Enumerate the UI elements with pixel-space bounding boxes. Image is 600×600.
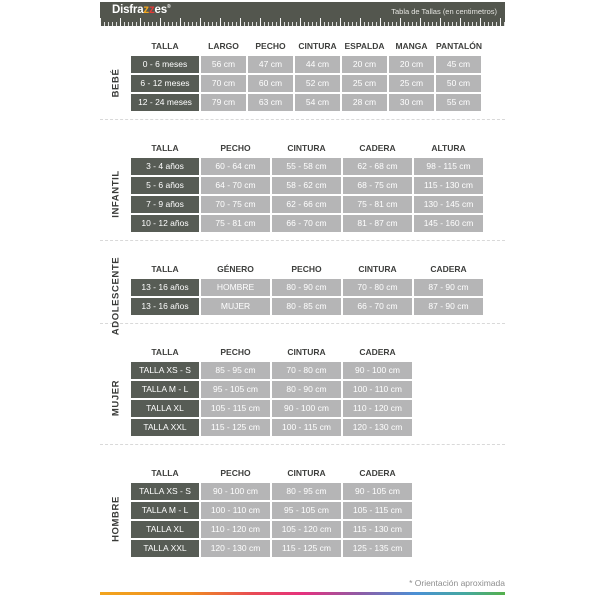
measure-cell: 80 - 85 cm <box>272 298 341 315</box>
measure-cell: 95 - 105 cm <box>272 502 341 519</box>
table-row <box>131 419 412 436</box>
measure-cell: 55 - 58 cm <box>272 158 341 175</box>
group-label-bebe: BEBÉ <box>110 68 121 97</box>
column-header: PECHO <box>255 41 286 51</box>
table-hombre <box>131 467 412 557</box>
table-bebe <box>131 40 481 111</box>
measure-cell: 60 cm <box>248 75 293 92</box>
measure-cell: 105 - 115 cm <box>201 400 270 417</box>
table-row <box>131 94 481 111</box>
column-header: PECHO <box>220 347 251 357</box>
measure-cell: 58 - 62 cm <box>272 177 341 194</box>
column-header: CINTURA <box>287 143 326 153</box>
column-header: PANTALÓN <box>436 41 482 51</box>
measure-cell: 110 - 120 cm <box>343 400 412 417</box>
measure-cell: 120 - 130 cm <box>201 540 270 557</box>
measure-cell: 50 cm <box>436 75 481 92</box>
table-row <box>131 215 483 232</box>
group-label-adolescente: ADOLESCENTE <box>110 256 121 336</box>
measure-cell: 115 - 125 cm <box>272 540 341 557</box>
header-bar <box>100 2 505 26</box>
size-cell: TALLA XL <box>131 521 199 538</box>
size-cell: 5 - 6 años <box>131 177 199 194</box>
measure-cell: 81 - 87 cm <box>343 215 412 232</box>
table-row <box>131 158 483 175</box>
table-row <box>131 177 483 194</box>
column-header: TALLA <box>151 264 179 274</box>
measure-cell: 66 - 70 cm <box>343 298 412 315</box>
size-cell: TALLA M - L <box>131 381 199 398</box>
column-header: CINTURA <box>298 41 337 51</box>
size-table-adolescente <box>100 256 505 336</box>
column-header: CADERA <box>359 468 396 478</box>
measure-cell: 70 cm <box>201 75 246 92</box>
size-table-mujer <box>100 346 505 436</box>
table-row <box>131 56 481 73</box>
measure-cell: 98 - 115 cm <box>414 158 483 175</box>
measure-cell: 54 cm <box>295 94 340 111</box>
group-label-infantil: INFANTIL <box>110 170 121 218</box>
section-divider <box>100 444 505 445</box>
measure-cell: 100 - 110 cm <box>343 381 412 398</box>
measure-cell: 44 cm <box>295 56 340 73</box>
size-table-hombre <box>100 467 505 557</box>
measure-cell: 115 - 130 cm <box>343 521 412 538</box>
measure-cell: 30 cm <box>389 94 434 111</box>
table-row <box>131 483 412 500</box>
measure-cell: 70 - 80 cm <box>343 279 412 296</box>
size-cell: TALLA XXL <box>131 540 199 557</box>
measure-cell: 105 - 115 cm <box>343 502 412 519</box>
size-cell: TALLA XS - S <box>131 483 199 500</box>
table-row <box>131 362 412 379</box>
column-header: ALTURA <box>431 143 466 153</box>
column-header: MANGA <box>395 41 428 51</box>
measure-cell: 20 cm <box>389 56 434 73</box>
logo-prefix: Disfra <box>112 4 144 16</box>
column-header: GÉNERO <box>217 264 254 274</box>
measure-cell: 63 cm <box>248 94 293 111</box>
measure-cell: 105 - 120 cm <box>272 521 341 538</box>
logo-z2: z <box>148 4 155 16</box>
measure-cell: 90 - 100 cm <box>272 400 341 417</box>
measure-cell: 115 - 125 cm <box>201 419 270 436</box>
table-header-row <box>131 467 412 480</box>
measure-cell: 47 cm <box>248 56 293 73</box>
measure-cell: MUJER <box>201 298 270 315</box>
table-header-row <box>131 40 481 53</box>
table-row <box>131 400 412 417</box>
table-row <box>131 381 412 398</box>
ruler-ticks-icon <box>100 18 505 26</box>
column-header: TALLA <box>151 143 179 153</box>
logo-suffix: es <box>154 4 167 16</box>
measure-cell: 66 - 70 cm <box>272 215 341 232</box>
section-divider <box>100 323 505 324</box>
table-row <box>131 540 412 557</box>
group-label-hombre: HOMBRE <box>110 496 121 542</box>
column-header: CADERA <box>430 264 467 274</box>
measure-cell: 75 - 81 cm <box>201 215 270 232</box>
footer-note: * Orientación aproximada <box>409 578 505 588</box>
size-cell: 0 - 6 meses <box>131 56 199 73</box>
measure-cell: 90 - 100 cm <box>343 362 412 379</box>
size-cell: TALLA XXL <box>131 419 199 436</box>
column-header: PECHO <box>220 468 251 478</box>
table-header-row <box>131 263 483 276</box>
table-row <box>131 521 412 538</box>
column-header: TALLA <box>151 41 179 51</box>
size-cell: 13 - 16 años <box>131 279 199 296</box>
measure-cell: 25 cm <box>342 75 387 92</box>
measure-cell: 130 - 145 cm <box>414 196 483 213</box>
column-header: PECHO <box>291 264 322 274</box>
table-infantil <box>131 142 483 232</box>
size-cell: 7 - 9 años <box>131 196 199 213</box>
size-table-infantil <box>100 142 505 232</box>
measure-cell: 79 cm <box>201 94 246 111</box>
size-cell: TALLA M - L <box>131 502 199 519</box>
measure-cell: 55 cm <box>436 94 481 111</box>
size-table-bebe <box>100 40 505 111</box>
size-chart-content <box>100 2 505 557</box>
size-cell: 12 - 24 meses <box>131 94 199 111</box>
section-divider <box>100 119 505 120</box>
size-cell: TALLA XL <box>131 400 199 417</box>
measure-cell: 60 - 64 cm <box>201 158 270 175</box>
measure-cell: 110 - 120 cm <box>201 521 270 538</box>
measure-cell: 95 - 105 cm <box>201 381 270 398</box>
measure-cell: 90 - 105 cm <box>343 483 412 500</box>
measure-cell: 120 - 130 cm <box>343 419 412 436</box>
size-cell: 6 - 12 meses <box>131 75 199 92</box>
section-divider <box>100 240 505 241</box>
table-row <box>131 75 481 92</box>
table-row <box>131 502 412 519</box>
measure-cell: 75 - 81 cm <box>343 196 412 213</box>
logo-z1: z <box>143 4 149 16</box>
registered-mark: ® <box>166 4 171 11</box>
measure-cell: HOMBRE <box>201 279 270 296</box>
size-cell: 3 - 4 años <box>131 158 199 175</box>
column-header: LARGO <box>208 41 239 51</box>
disfrazzes-logo <box>112 4 170 16</box>
measure-cell: 70 - 80 cm <box>272 362 341 379</box>
rainbow-gradient-bar <box>100 592 505 595</box>
table-header-row <box>131 142 483 155</box>
table-adolescente <box>131 263 483 315</box>
column-header: PECHO <box>220 143 251 153</box>
measure-cell: 125 - 135 cm <box>343 540 412 557</box>
table-row <box>131 196 483 213</box>
measure-cell: 52 cm <box>295 75 340 92</box>
group-label-mujer: MUJER <box>110 379 121 417</box>
column-header: CADERA <box>359 347 396 357</box>
measure-cell: 100 - 115 cm <box>272 419 341 436</box>
size-cell: 13 - 16 años <box>131 298 199 315</box>
column-header: CINTURA <box>287 468 326 478</box>
measure-cell: 80 - 95 cm <box>272 483 341 500</box>
measure-cell: 80 - 90 cm <box>272 381 341 398</box>
measure-cell: 45 cm <box>436 56 481 73</box>
measure-cell: 25 cm <box>389 75 434 92</box>
measure-cell: 80 - 90 cm <box>272 279 341 296</box>
measure-cell: 56 cm <box>201 56 246 73</box>
measure-cell: 87 - 90 cm <box>414 298 483 315</box>
size-cell: 10 - 12 años <box>131 215 199 232</box>
measure-cell: 87 - 90 cm <box>414 279 483 296</box>
column-header: TALLA <box>151 468 179 478</box>
measure-cell: 85 - 95 cm <box>201 362 270 379</box>
measure-cell: 90 - 100 cm <box>201 483 270 500</box>
column-header: CINTURA <box>358 264 397 274</box>
size-cell: TALLA XS - S <box>131 362 199 379</box>
measure-cell: 20 cm <box>342 56 387 73</box>
table-row <box>131 279 483 296</box>
measure-cell: 64 - 70 cm <box>201 177 270 194</box>
measure-cell: 62 - 68 cm <box>343 158 412 175</box>
measure-cell: 70 - 75 cm <box>201 196 270 213</box>
measure-cell: 68 - 75 cm <box>343 177 412 194</box>
measure-cell: 115 - 130 cm <box>414 177 483 194</box>
table-row <box>131 298 483 315</box>
measure-cell: 28 cm <box>342 94 387 111</box>
column-header: CADERA <box>359 143 396 153</box>
table-mujer <box>131 346 412 436</box>
page-title: Tabla de Tallas (en centimetros) <box>391 7 497 16</box>
column-header: ESPALDA <box>344 41 385 51</box>
measure-cell: 145 - 160 cm <box>414 215 483 232</box>
table-header-row <box>131 346 412 359</box>
column-header: CINTURA <box>287 347 326 357</box>
measure-cell: 100 - 110 cm <box>201 502 270 519</box>
column-header: TALLA <box>151 347 179 357</box>
measure-cell: 62 - 66 cm <box>272 196 341 213</box>
